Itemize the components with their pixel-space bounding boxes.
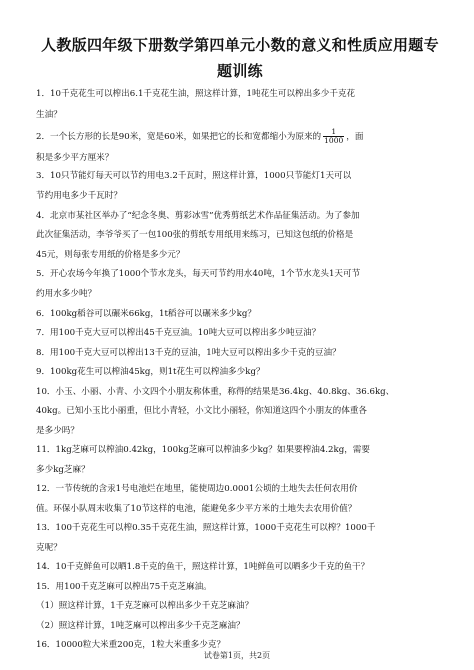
page-footer: 试卷第1页，共2页 (203, 651, 271, 660)
question-10-line1: 10．小玉、小丽、小青、小文四个小朋友称体重，称得的结果是36.4kg、40.8kg、36.6kg、 (36, 387, 395, 397)
fraction-numerator: 1 (323, 128, 344, 137)
question-6: 6．100kg稻谷可以碾米66kg，1t稻谷可以碾米多少kg？ (36, 309, 256, 319)
question-5-line2: 约用水多少吨？ (36, 289, 97, 299)
question-11-line1: 11．1kg芝麻可以榨油0.42kg，100kg芝麻可以榨油多少kg？如果要榨油4.2kg，需要 (36, 445, 370, 455)
question-4-line1: 4．北京市某社区举办了“纪念冬奥、剪彩冰雪”优秀剪纸艺术作品征集活动。为了参加 (36, 211, 360, 221)
question-4-line3: 45元，则每张专用纸的价格是多少元？ (36, 250, 185, 260)
document-title-line1: 人教版四年级下册数学第四单元小数的意义和性质应用题专 (41, 36, 439, 54)
question-3-line2: 节约用电多少千瓦时？ (36, 191, 122, 201)
question-1-line2: 生油？ (36, 110, 62, 120)
question-1-line1: 1．10千克花生可以榨出6.1千克花生油，照这样计算，1吨花生可以榨出多少千克花 (36, 89, 356, 99)
question-8: 8．用100千克大豆可以榨出13千克的豆油，1吨大豆可以榨出多少千克的豆油？ (36, 348, 341, 358)
question-13-line2: 克呢？ (36, 543, 62, 553)
question-15: 15．用100千克芝麻可以榨出75千克芝麻油。 (36, 582, 212, 592)
question-14: 14．10千克鲜鱼可以晒1.8千克的鱼干，照这样计算，1吨鲜鱼可以晒多少千克的鱼干？ (36, 562, 370, 572)
question-12-line1: 12．一节传统的含汞1号电池烂在地里，能使周边0.0001公顷的土地失去任何农用价 (36, 484, 358, 494)
document-title-line2: 题训练 (217, 62, 263, 80)
fraction (323, 128, 344, 145)
question-13-line1: 13．100千克花生可以榨0.35千克花生油，照这样计算，1000千克花生可以榨？1000千 (36, 523, 376, 533)
fraction-denominator: 1000 (324, 136, 344, 145)
question-15-part-1: （1）照这样计算，1千克芝麻可以榨出多少千克芝麻油？ (36, 601, 254, 611)
question-9: 9．100kg花生可以榨油45kg，则1t花生可以榨油多少kg？ (36, 367, 265, 377)
question-2-line1 (36, 128, 440, 145)
question-12-line2: 值。环保小队周末收集了10节这样的电池，能避免多少平方米的土地失去农用价值？ (36, 504, 357, 514)
question-15-part-2: （2）照这样计算，1吨芝麻可以榨出多少千克芝麻油？ (36, 621, 245, 631)
question-2-line2: 积是多少平方厘米？ (36, 153, 114, 163)
question-2-text: 2．一个长方形的长是90米，宽是60米，如果把它的长和宽都缩小为原来的 (36, 132, 322, 142)
question-16: 16．10000粒大米重200克，1粒大米重多少克？ (36, 640, 226, 650)
question-2-text-end: ，面 (346, 132, 364, 142)
question-11-line2: 多少kg芝麻？ (36, 465, 90, 475)
question-7: 7．用100千克大豆可以榨出45千克豆油。10吨大豆可以榨出多少吨豆油？ (36, 328, 321, 338)
question-5-line1: 5．开心农场今年换了1000个节水龙头，每天可节约用水40吨，1个节水龙头1天可节 (36, 269, 361, 279)
question-3-line1: 3．10只节能灯每天可以节约用电3.2千瓦时，照这样计算，1000只节能灯1天可以 (36, 171, 352, 181)
question-10-line3: 是多少吗？ (36, 426, 79, 436)
question-4-line2: 此次征集活动，李爷爷买了一包100张的剪纸专用纸用来练习，已知这包纸的价格是 (36, 230, 354, 240)
question-10-line2: 40kg。已知小玉比小丽重，但比小青轻，小文比小丽轻，你知道这四个小朋友的体重各 (36, 406, 368, 416)
